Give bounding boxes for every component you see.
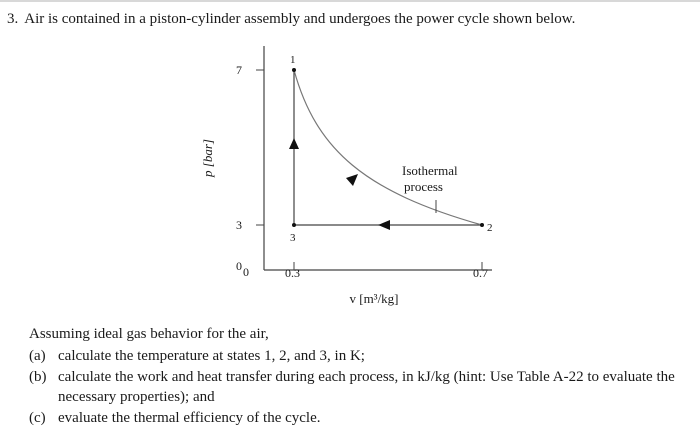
process-1-2	[294, 70, 482, 225]
annotation-line-2: process	[404, 179, 443, 194]
part-text: calculate the temperature at states 1, 2, and 3, in K;	[58, 348, 365, 364]
arrow-up-icon	[289, 138, 299, 149]
part-text: calculate the work and heat transfer during each process, in kJ/kg (hint: Use Table A-22 to evaluate the necessary properties); and	[58, 369, 675, 405]
x-tick-label-0.3: 0.3	[285, 266, 300, 280]
state-label-3: 3	[290, 232, 296, 244]
problem-text: Air is contained in a piston-cylinder assembly and undergoes the power cycle shown below.	[24, 11, 576, 27]
question-part-c	[29, 408, 694, 428]
question-part-a	[29, 346, 694, 366]
y-tick-label-3: 3	[236, 218, 242, 232]
state-point-1	[292, 68, 296, 72]
part-label: (a)	[29, 348, 46, 364]
arrow-left-icon	[378, 220, 390, 230]
y-tick-label-7: 7	[236, 63, 242, 77]
state-point-3	[292, 223, 296, 227]
question-intro: Assuming ideal gas behavior for the air,	[29, 326, 269, 342]
y-tick-label-0: 0	[236, 259, 242, 273]
part-text: evaluate the thermal efficiency of the cycle.	[58, 410, 321, 426]
annotation-line-1: Isothermal	[402, 163, 458, 178]
problem-number: 3.	[7, 11, 19, 27]
x-tick-label-0: 0	[243, 265, 249, 279]
arrow-down-right-icon	[346, 174, 358, 186]
question-block	[29, 324, 694, 429]
part-label: (c)	[29, 410, 46, 426]
x-tick-label-0.7: 0.7	[473, 266, 488, 280]
state-label-1: 1	[290, 54, 296, 66]
question-part-b	[29, 367, 694, 407]
state-label-2: 2	[487, 222, 493, 234]
part-label: (b)	[29, 369, 47, 385]
y-axis-label: p [bar]	[200, 139, 215, 177]
state-point-2	[480, 223, 484, 227]
question-parts	[29, 346, 694, 428]
x-axis-label: v [m³/kg]	[349, 291, 399, 306]
